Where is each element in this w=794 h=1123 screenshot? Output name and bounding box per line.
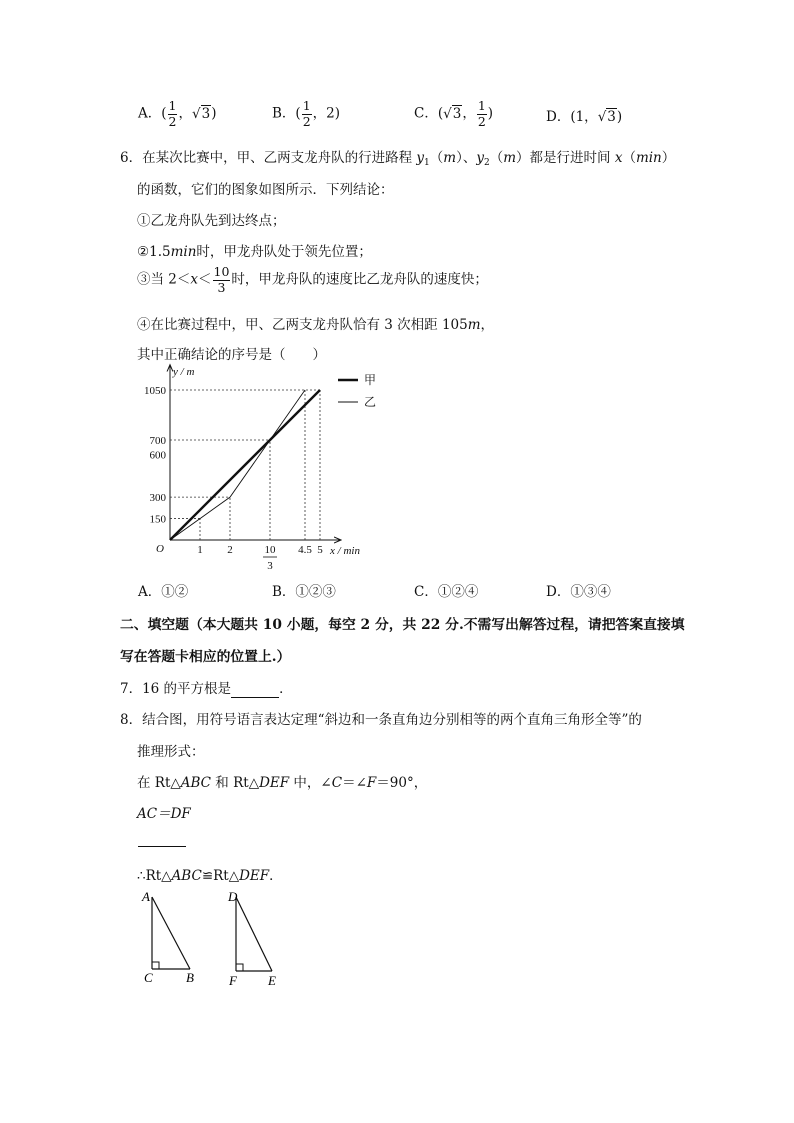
x-axis-label: x / min [330,545,360,557]
answer-blank[interactable] [138,834,186,847]
section-heading-line1: 二、填空题（本大题共 10 小题，每空 2 分，共 22 分.不需写出解答过程，请把答案直接填 [120,617,685,633]
q5-option-c[interactable]: C．(√3， $\frac{1}{2}$ ) [414,98,494,129]
x-tick-label: 4.5 [298,544,312,556]
y-tick-label: 300 [149,492,166,505]
legend-label: 甲 [364,373,377,387]
vertex-label: D [228,889,238,904]
fraction: $\frac{1}{2}$ [477,98,486,129]
triangle-def [220,885,290,995]
x-tick-label: 1 [197,544,203,556]
y-tick-label: 150 [149,513,166,526]
legend-label: 乙 [364,395,377,409]
q8-conclusion: ∴Rt△ABC≌Rt△DEF． [137,868,283,884]
q5-option-d[interactable]: D．(1，√3) [546,109,623,125]
q6-conclusion-2: ②1.5min时，甲龙舟队处于领先位置； [137,244,372,260]
q6-conclusion-1: ①乙龙舟队先到达终点； [137,213,286,229]
q6-option-c[interactable]: C．①②④ [414,584,479,600]
y-tick-label: 700 [149,435,166,447]
fraction: $\frac{1}{2}$ [302,98,311,129]
q8-line4: AC＝DF [137,806,191,822]
series-line-jia [170,390,320,540]
x-tick-label: 2 [227,544,233,556]
fraction: $\frac{1}{2}$ [168,98,177,129]
y-tick-label: 1050 [144,385,166,397]
answer-blank[interactable] [231,681,279,698]
vertex-label: C [144,970,153,985]
x-tick-label: 3 [267,560,273,572]
race-distance-chart [140,360,400,572]
vertex-label: E [268,973,276,988]
x-tick-label: 10 [264,544,276,556]
q6-stem-line2: 的函数，它们的图象如图所示．下列结论： [137,182,394,198]
q8-stem-line2: 推理形式： [137,744,205,760]
q6-option-a[interactable]: A．①② [138,584,189,600]
origin-label: O [156,543,164,555]
q5-option-b[interactable]: B．( $\frac{1}{2}$ ，2) [272,98,340,129]
series-line-yi [170,390,305,540]
section-heading-line2: 写在答题卡相应的位置上.） [120,649,291,665]
triangle-abc [135,885,205,995]
sqrt: √3 [191,105,211,122]
q8-stem-line1: 8．结合图，用符号语言表达定理“斜边和一条直角边分别相等的两个直角三角形全等”的 [120,712,642,728]
y-axis-label: y / m [173,366,195,378]
vertex-label: F [229,973,237,988]
q7: 7．16 的平方根是 ． [120,681,293,697]
fraction: $\frac{10}{3}$ [213,264,230,295]
q6-conclusion-3: ③当 2＜x＜ $\frac{10}{3}$ 时，甲龙舟队的速度比乙龙舟队的速度快； [137,264,488,295]
y-tick-label: 600 [149,449,166,462]
q8-line3: 在 Rt△ABC 和 Rt△DEF 中，∠C＝∠F＝90°， [137,775,428,791]
q5-option-a[interactable]: A．( $\frac{1}{2}$ ，√3) [138,98,217,129]
sqrt: √3 [443,105,462,122]
sqrt: √3 [597,109,616,125]
q6-option-b[interactable]: B．①②③ [272,584,336,600]
x-tick-label: 5 [317,544,323,556]
vertex-label: B [186,970,194,985]
q6-ask: 其中正确结论的序号是（ ） [137,347,326,363]
vertex-label: A [142,889,150,904]
q6-stem-line1: 6．在某次比赛中，甲、乙两支龙舟队的行进路程 $y_1(m)$、$y_2(m)$都是行进时间 x（min） [120,150,676,168]
q6-conclusion-4: ④在比赛过程中，甲、乙两支龙舟队恰有 3 次相距 105m， [137,317,495,333]
q6-option-d[interactable]: D．①③④ [546,584,611,600]
